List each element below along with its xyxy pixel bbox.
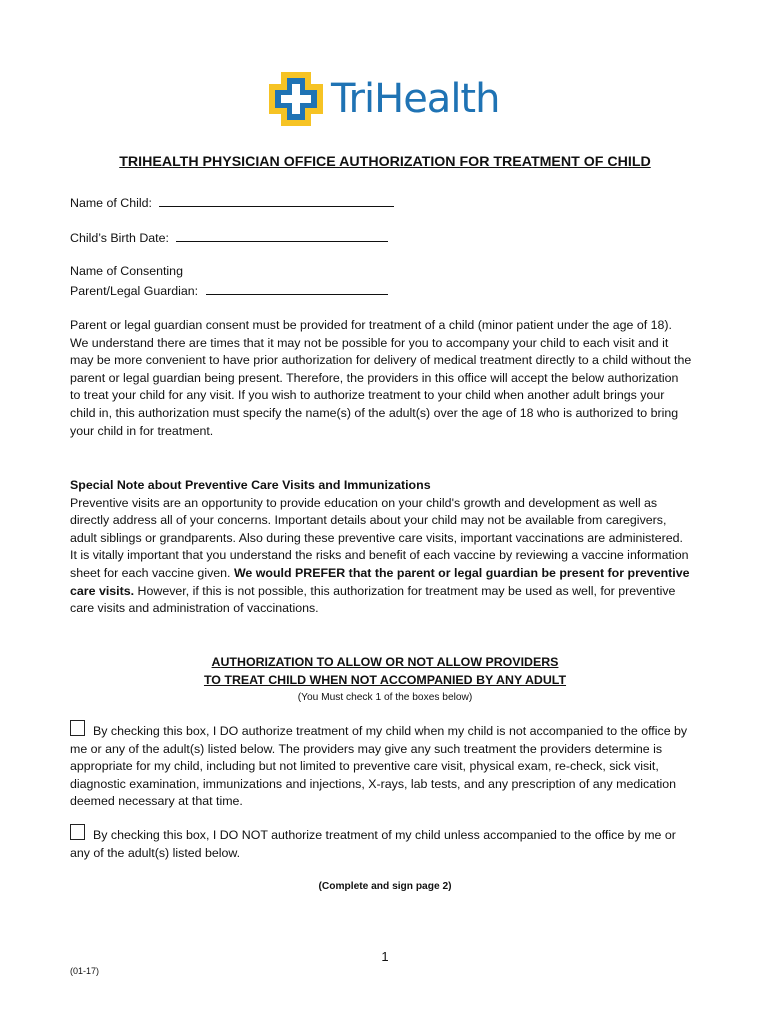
authorization-instruction: (You Must check 1 of the boxes below) xyxy=(297,692,473,703)
guardian-line[interactable] xyxy=(206,282,388,295)
intro-paragraph: Parent or legal guardian consent must be provided for treatment of a child (minor patient under the age of 18). We understand there are times that it may not be possible for you to accompany your child to each visit and it may be more convenient to have prior authorization for delivery of medical treatment directly to a child without the parent or legal guardian being present. Therefore, the providers in this office will accept the below authorization to treat your child for any visit. If you wish to authorize treatment to your child when another adult brings your child in, this authorization must specify the name(s) of the adult(s) over the age of 18 who is authorized to bring your child in for treatment. xyxy=(70,318,692,438)
sign-note: (Complete and sign page 2) xyxy=(318,881,452,892)
authorization-heading-2: TO TREAT CHILD WHEN NOT ACCOMPANIED BY ANY ADULT xyxy=(203,673,567,687)
child-name-line[interactable] xyxy=(159,194,394,207)
trihealth-logo xyxy=(267,68,499,130)
birth-date-field[interactable] xyxy=(70,229,388,245)
option-do-text: By checking this box, I DO authorize treatment of my child when my child is not accompanied to the office by me or any of the adult(s) listed below. The providers may give any such treatment the providers determine is appropriate for my child, including but not limited to preventive care visit, physical exam, re-check, sick visit, diagnostic examination, immunizations and injections, X-rays, lab tests, and any prescription of any medication deemed necessary at that time. xyxy=(70,724,688,809)
document-title: TRIHEALTH PHYSICIAN OFFICE AUTHORIZATION FOR TREATMENT OF CHILD xyxy=(119,154,651,170)
birth-date-line[interactable] xyxy=(176,229,388,242)
option-do-not-text: By checking this box, I DO NOT authorize treatment of my child unless accompanied to the office by me or any of the adult(s) listed below. xyxy=(70,828,676,860)
option-do-not-authorize xyxy=(70,824,692,862)
authorization-heading-1: AUTHORIZATION TO ALLOW OR NOT ALLOW PROVIDERS xyxy=(211,655,559,669)
option-do-authorize xyxy=(70,720,692,811)
special-note-body-start: Preventive visits are an opportunity to provide education on your child's growth and development as well as directly address all of your concerns. Important details about your child may not be available from caregivers, adult siblings or grandparents. Also during these preventive care visits, important vaccinations are administered. It is vitally important that you understand the risks and benefit of each vaccine by reviewing a vaccine information sheet for each vaccine given. xyxy=(70,495,689,580)
form-code: (01-17) xyxy=(70,966,100,976)
page-number: 1 xyxy=(381,949,389,964)
special-note-paragraph xyxy=(70,477,692,618)
child-name-label: Name of Child: xyxy=(70,196,152,210)
special-note-body-bold: We would PREFER that the parent or legal guardian be present for preventive care visits. xyxy=(70,565,690,598)
do-not-authorize-checkbox[interactable] xyxy=(70,824,85,840)
guardian-field[interactable] xyxy=(70,282,388,298)
special-note-heading: Special Note about Preventive Care Visits and Immunizations xyxy=(70,478,431,492)
guardian-label-line1: Name of Consenting xyxy=(70,264,183,278)
do-authorize-checkbox[interactable] xyxy=(70,720,85,736)
brand-name: TriHealth xyxy=(331,76,500,122)
guardian-label: Parent/Legal Guardian: xyxy=(70,284,199,298)
child-name-field[interactable] xyxy=(70,194,394,210)
special-note-body-end: However, if this is not possible, this authorization for treatment may be used as well, for preventive care visits and administration of vaccinations. xyxy=(70,583,676,616)
birth-date-label: Child’s Birth Date: xyxy=(70,231,169,245)
cross-logo-icon xyxy=(267,68,325,130)
